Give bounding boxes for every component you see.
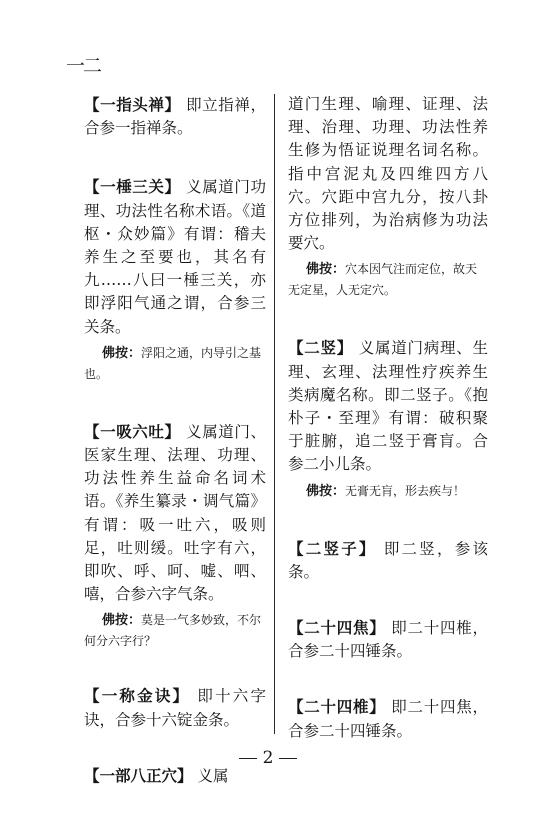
entry-term: 【二竖】 bbox=[288, 338, 354, 358]
left-column bbox=[84, 93, 266, 788]
entry-yixiliutu bbox=[84, 420, 266, 607]
column-divider bbox=[274, 94, 275, 734]
entry-note bbox=[288, 481, 488, 502]
entry-yichengjinjue bbox=[84, 684, 266, 731]
entry-text: 义属道门病理、生理、玄理、法理性疗疾养生类病魔名称。即二竖子。《抱朴子・至理》有谓：破积聚于脏腑，追二竖于膏肓。合参二小儿条。 bbox=[288, 339, 488, 474]
header-mark: 一二 bbox=[66, 55, 101, 77]
entry-note bbox=[84, 343, 266, 385]
entry-text: 义属 bbox=[197, 766, 229, 785]
entry-text: 即十六字诀，合参十六锭金条。 bbox=[84, 687, 266, 729]
entry-text: 即二十四焦，合参二十四锤条。 bbox=[288, 698, 488, 740]
entry-term: 【一吸六吐】 bbox=[84, 421, 181, 441]
entry-yizhitouchan bbox=[84, 93, 266, 140]
entry-term: 【一部八正穴】 bbox=[84, 765, 193, 785]
note-text: 穴本因气注而定位，故天无定星，人无定穴。 bbox=[288, 262, 478, 298]
note-text: 莫是一气多妙致，不尔何分六字行？ bbox=[84, 613, 262, 649]
entry-continuation bbox=[288, 93, 488, 255]
footer-dash-left bbox=[239, 758, 257, 759]
entry-text: 义属道门、医家生理、法理、功理、功法性养生益命名词术语。《养生纂录・调气篇》有谓：吸一吐六，吸则足，吐则缓。吐字有六，即吹、呼、呵、嘘、呬、嘻，合参六字气条。 bbox=[84, 422, 266, 604]
entry-note bbox=[288, 259, 488, 301]
entry-text: 即二竖，参该条。 bbox=[288, 539, 488, 581]
entry-term: 【二十四椎】 bbox=[288, 697, 386, 717]
entry-text: 义属道门功理、功法性名称术语。《道枢・众妙篇》有谓：稽夫养生之至要也，其名有九……八曰一棰三关，亦即浮阳气通之谓，合参三关条。 bbox=[84, 178, 266, 336]
entry-term: 【二竖子】 bbox=[288, 538, 377, 558]
entry-term: 【一称金诀】 bbox=[84, 686, 191, 706]
entry-note bbox=[84, 610, 266, 652]
page-footer bbox=[0, 748, 536, 768]
footer-dash-right bbox=[279, 758, 297, 759]
note-label: 佛按： bbox=[102, 345, 142, 361]
entry-text: 即二十四椎，合参二十四锤条。 bbox=[288, 619, 488, 661]
entry-ershisijiao bbox=[288, 616, 488, 663]
right-column bbox=[288, 93, 488, 743]
entry-term: 【二十四焦】 bbox=[288, 618, 386, 638]
note-text: 无膏无肓，形去疾与！ bbox=[345, 483, 466, 498]
entry-text: 即立指禅，合参一指禅条。 bbox=[84, 96, 266, 138]
note-label: 佛按： bbox=[102, 613, 142, 629]
note-label: 佛按： bbox=[306, 483, 346, 499]
entry-ershisizhui bbox=[288, 695, 488, 742]
note-label: 佛按： bbox=[306, 262, 346, 278]
entry-text: 道门生理、喻理、证理、法理、治理、功理、功法性养生修为悟证说理名词名称。指中宫泥丸及四维四方八穴。穴距中宫九分，按八卦方位排列，为治病修为功法要穴。 bbox=[288, 95, 488, 253]
entry-yichuisanguan bbox=[84, 175, 266, 338]
entry-ershuzi bbox=[288, 537, 488, 584]
entry-term: 【一棰三关】 bbox=[84, 177, 181, 197]
entry-term: 【一指头禅】 bbox=[84, 95, 181, 114]
note-text: 浮阳之通，内导引之基也。 bbox=[84, 345, 262, 381]
entry-ershu bbox=[288, 336, 488, 476]
page-number: 2 bbox=[262, 748, 274, 768]
